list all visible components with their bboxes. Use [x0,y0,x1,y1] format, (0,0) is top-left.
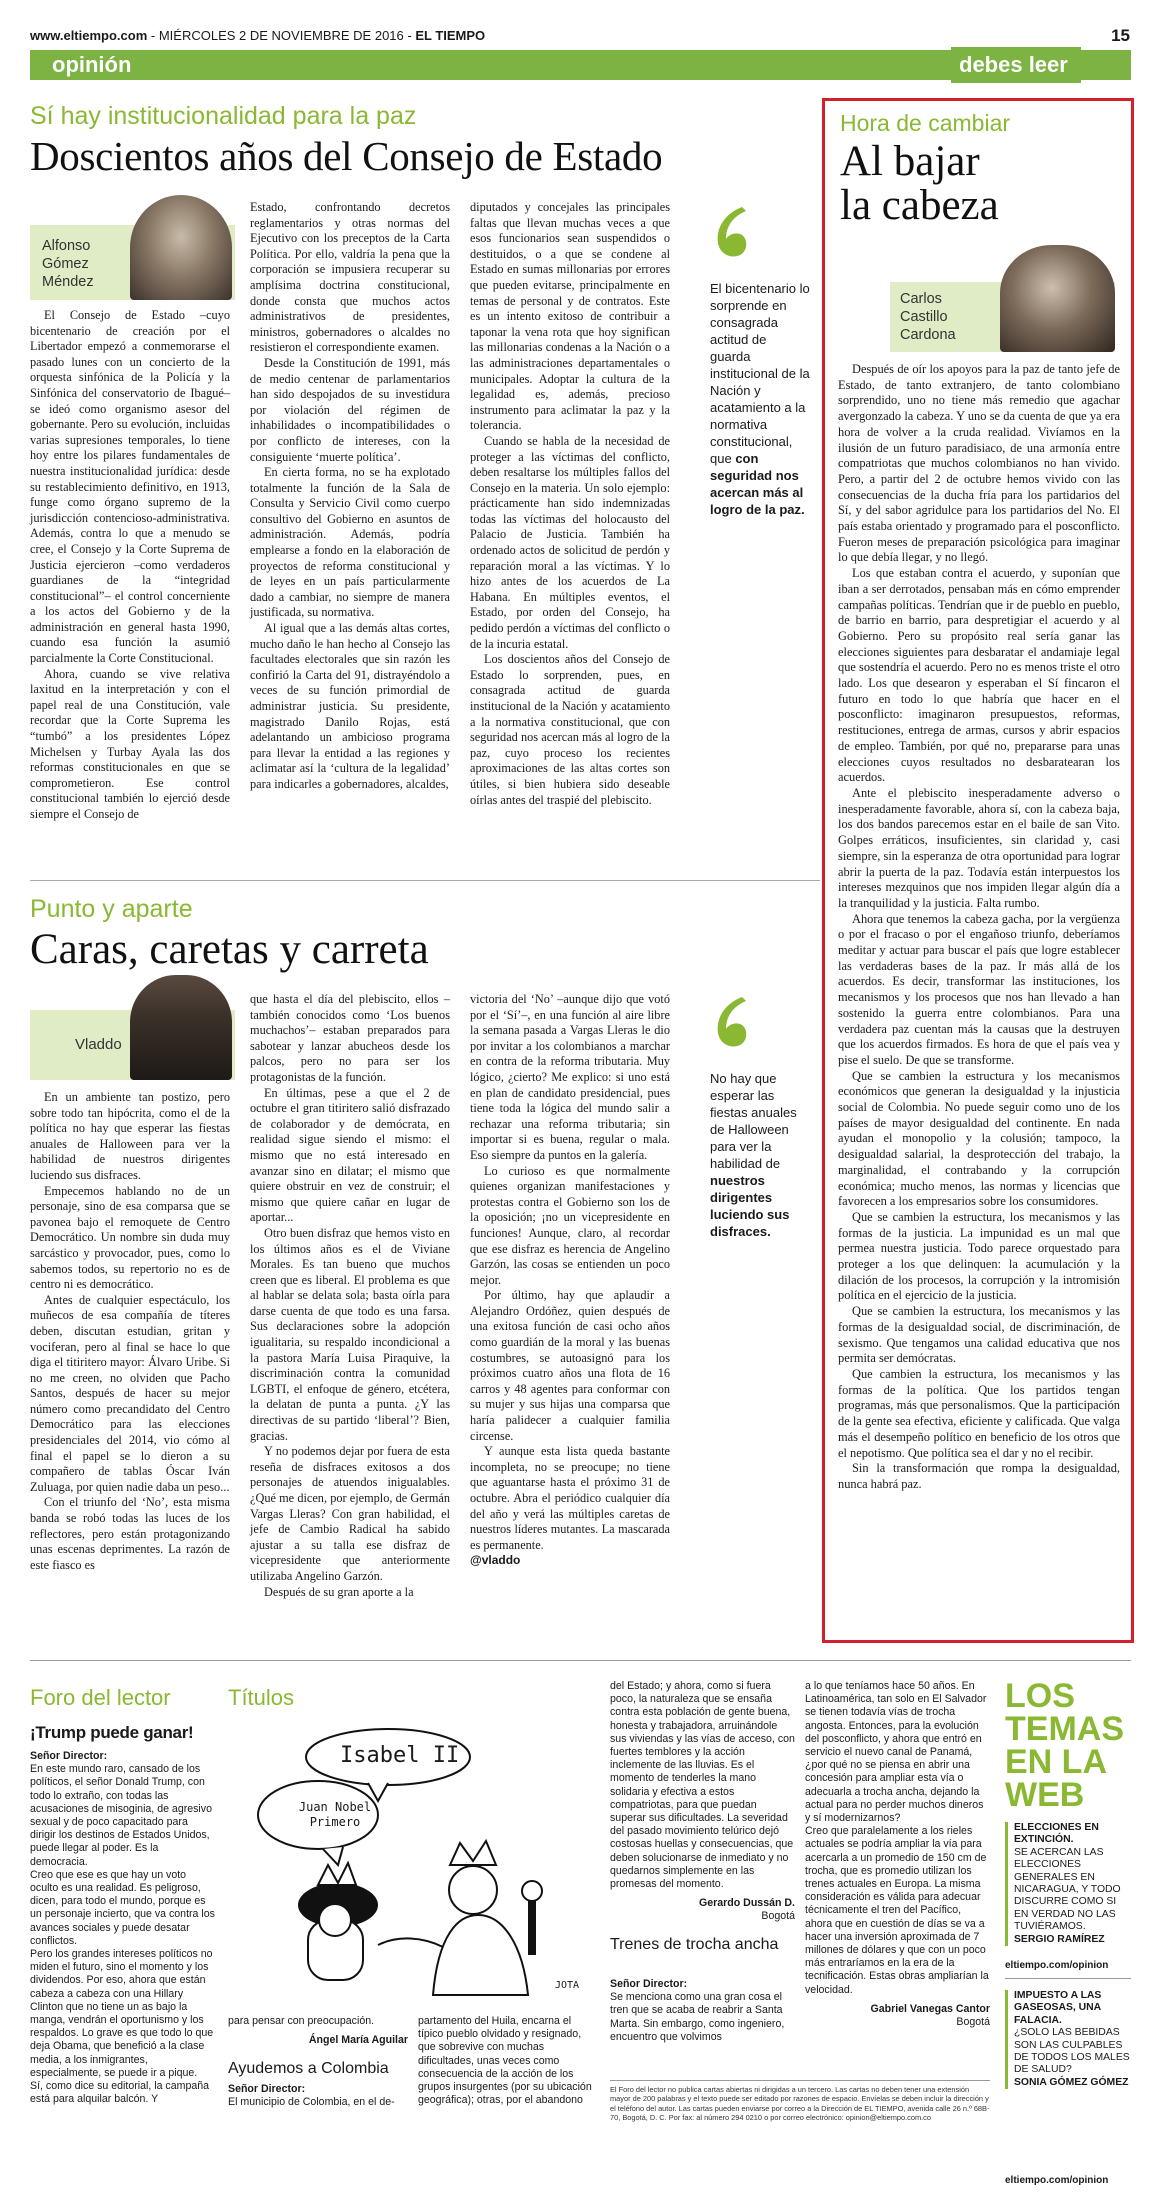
article3-author-photo [1000,245,1115,352]
article1-col2: Estado, confrontando decretos reglamentarios y otras normas del Ejecutivo con los preceptos de la Carta Política. Por ello, valdría la pena que la corporación se impusiera recuperar su amplísima doctrina constitucional, donde consta que muchos actos administrativos de presidentes, ministros, gobernadores o alcaldes no resistieron el correspondiente examen. Desde la Constitución de 1991, más de medio centenar de parlamentarios han sido despojados de su investidura por violación del régimen de inhabilidades o incompatibilidades o por conflicto de intereses, con la consiguiente ‘muerte política’. En cierta forma, no se ha explotado totalmente la función de la Sala de Consulta y Servicio Civil como cuerpo consultivo del Gobierno en asuntos de administración. Además, podría emplearse a fondo en la elaboración de proyectos de reforma constitucional y de leyes en un país particularmente dado a cambiar, no siempre de manera justificada, su normativa. Al igual que a las demás altas cortes, mucho daño le han hecho al Consejo las facultades electorales que sin razón les confirió la Carta del 91, distrayéndolo a veces de su función primordial de administrar justicia. Su presidente, magistrado Danilo Rojas, está adelantando un ambicioso programa para llevar la entidad a las regiones y aclimatar así la ‘cultura de la legalidad’ para indicarles a gobernadores, alcaldes, [250,200,450,791]
article2-author-photo [130,975,232,1080]
article2-signature[interactable]: @vladdo [470,1553,521,1568]
titulos-title: Títulos [228,1685,295,1710]
article2-col1: En un ambiente tan postizo, pero sobre todo tan hipócrita, como el de la política no hay que esperar las fiestas anuales de Halloween para ver la habilidad de nuestros dirigentes luciendo sus disfraces. Empecemos hablando no de un personaje, sino de esa comparsa que se pavonea bajo el remoquete de Centro Democrático. Un nombre sin duda muy sarcástico y provocador, pues, como lo sabemos todos, su repertorio no es de centro ni es democrático. Antes de cualquier espectáculo, los muñecos de esa compañía de títeres deben, discutan estudian, gritan y vociferan, pero al final se hace lo que diga el titiritero mayor: Álvaro Uribe. Si no me creen, no olviden que Pacho Santos, después de hacer su mejor número como precandidato del Centro Democrático para las elecciones presidenciales del 2014, vio cómo al final el papel se lo dieron a su compañero de tablas Óscar Iván Zuluaga, por quien nadie daba un peso... Con el triunfo del ‘No’, esta misma banda se robó todas las luces de los reflectores, pero están protagonizando unas escenas deprimentes. La razón de este fiasco es [30,1090,230,1572]
web-link-1[interactable]: eltiempo.com/opinion [1005,1960,1109,1971]
article3-kicker: Hora de cambiar [840,110,1011,136]
debes-leer-label: debes leer [959,52,1068,77]
divider-line [30,880,820,881]
article2-author-name: Vladdo [75,1036,122,1053]
letter2-ending: del Estado; y ahora, como si fuera poco, la naturaleza que se ensaña contra esta población de gente buena, honesta y trabajadora, arruinándole sus viviendas y las vías de acceso, con fuertes temblores y la acción inclemente de las lluvias. Es el momento de tenderles la mano solidaria y efectiva a estos compatriotas, para que puedan superar sus dificultades. La severidad del pasado movimiento telúrico dejó costosas huellas y consecuencias, que deben solucionarse de inmediato y no quedarnos simplemente en las promesas del momento. Gerardo Dussán D. Bogotá [610,1680,795,1923]
foro-disclaimer: El Foro del lector no publica cartas abiertas ni dirigidas a un tercero. Las cartas no deben tener una extensión mayor de 200 palabras y el texto puede ser editado por razones de espacio. Envíelas se deben incluir la dirección y el teléfono del autor. Las cartas pueden enviarse por correo a la Dirección de EL TIEMPO, avenida calle 26 n.º 68B-70, Bogotá, D. C. Por fax: al número 294 0210 o por correo electrónico: opinion@eltiempo.com.co [610,2085,990,2123]
letter3-title: Trenes de trocha ancha [610,1936,779,1953]
article3-author-name: Carlos Castillo Cardona [900,291,956,343]
article2-col2: que hasta el día del plebiscito, ellos –también conocidos como ‘Los buenos muchachos’– estaban preparados para sabotear y lanzar abucheos desde los palcos, pero no para ser los protagonistas de la función. En últimas, pese a que el 2 de octubre el gran titiritero salió disfrazado de colaborador y de demócrata, en realidad sigue siendo el mismo: el mismo que no está interesado en avanzar sino en dilatar; el mismo que quiere obstruir en vez de construir; el mismo que quiere cañar en lugar de aportar... Otro buen disfraz que hemos visto en los últimos años es el de Viviane Morales. Es tan bueno que muchos creen que es liberal. El problema es que al hablar se delata sola; basta oírla para darse cuenta de que todo es una farsa. Sus declaraciones sobre la adopción igualitaria, su respaldo incondicional a la pastora María Luisa Piraquive, la discriminación contra la comunidad LGBTI, el enfoque de género, etcétera, la delatan de punta a punta. ¿Y las directivas de su partido ‘liberal’? Bien, gracias. Y no podemos dejar por fuera de esta reseña de disfraces exitosos a dos personajes de atuendos inigualables. ¿Qué me dicen, por ejemplo, de Germán Vargas Lleras? Con gran habilidad, el jefe de Cambio Radical ha sabido ajustar a su talla ese disfraz de vicepresidente que anteriormente utilizaba Angelino Garzón. Después de su gran aporte a la [250,992,450,1599]
article2-kicker: Punto y aparte [30,895,193,923]
quote-mark-icon [712,205,752,261]
paper-name: EL TIEMPO [415,28,486,43]
article3-body: Después de oír los apoyos para la paz de tanto jefe de Estado, de tanto extranjero, de tanto colombiano sorprendido, uno no tiene más remedio que agachar avergonzado la cabeza. Y uno se da cuenta de que ya era hora de volver a la cruda realidad. Vivíamos en la ilusión de un futuro paradisiaco, de una armonía entre compatriotas que muchos colombianos no han vivido. Pero, a partir del 2 de octubre hemos vivido con las consecuencias de la ducha fría para los partidarios del Sí, y del sabor agridulce para los partidarios del No. El país estaba orientado y programado para el posconflicto. Fueron meses de preparación psicológica para imaginar lo que debía llegar, y no llegó. Los que estaban contra el acuerdo, y suponían que iban a ser derrotados, pensaban más en cómo emprender campañas políticas. Tendrían que ir de pueblo en pueblo, de barrio en barrio, para despretigiar el acuerdo y al Gobierno. Pero su propósito real sería ganar las elecciones siguientes para desbaratar el andamiaje legal que sostendría el acuerdo. Pero no es menos triste el otro lado. Los que desearon y esperaban el Sí fincaron el futuro en todo lo que habría que hacer en el posconflicto: imaginaron presupuestos, reformas, restituciones, entrega de armas, cursos y abrir espacios de empleo. También, por qué no, prepararse para unas elecciones cuyos resultados no desbaratearan los acuerdos. Ante el plebiscito inesperadamente adverso o inesperadamente favorable, ahora sí, con la cabeza baja, los dos bandos parecemos estar en el baile de san Vito. Golpes erráticos, insuficientes, sin claridad y, casi siempre, sin la esperanza de otra oportunidad para lograr abrir la puerta de la paz. Todavía están interpuestos los intereses mezquinos que nos impiden llegar algún día a la tranquilidad y la justicia. Falta rumbo. Ahora que tenemos la cabeza gacha, por la vergüenza o por el fracaso o por el engañoso triunfo, deberíamos meditar y actuar para buscar el país que logre establecer las verdaderas bases de la paz. Ir más allá de los acuerdos. Es decir, transformar las instituciones, los mecanismos y los procesos que nos han llevado a han sostenido la guerra entre colombianos. Para una verdadera paz cuentan más la causas que la destruyen que los acuerdos firmados. Es hora de que el país vea y pise el suelo. De que se transforme. Que se cambien la estructura y los mecanismos económicos que generan la desigualdad y la injusticia social de Colombia. No puede seguir como uno de los países de mayor desigualdad del continente. En nada ayudan el monopolio y la colusión; tampoco, la desigualdad salarial, la desprotección del trabajo, la marginalidad, el contrabando y la corrupción económica; mucho menos, las normas y licencias que favorecen a los empresarios sobre los consumidores. Que se cambien la estructura, los mecanismos y las formas de la justicia. La impunidad es un mal que permea nuestra justicia. Todo parece orquestado para proteger a los que delinquen: la acumulación y la dilación de los procesos, la corrupción y la intromisión política en el ejercicio de la justicia. Que se cambien la estructura, los mecanismos y las formas de la desigualdad social, de discriminación, de sexismo. Que tengamos una calidad educativa que nos permita ser demócratas. Que cambien la estructura, los mecanismos y las formas de la política. Que los partidos tengan programas, más que personalismos. Que la participación de la gente sea efectiva, eficiente y calificada. Que valga más el desempeño político en beneficio de los otros que el nepotismo. Que política sea el dar y no el recibir. Sin la transformación que rompa la desigualdad, nunca habrá paz. [838,362,1120,1491]
issue-date: MIÉRCOLES 2 DE NOVIEMBRE DE 2016 [158,28,404,43]
article1-author-name: Alfonso Gómez Méndez [42,238,94,290]
site-url[interactable]: www.eltiempo.com [30,28,148,43]
article1-col1: El Consejo de Estado –cuyo bicentenario de creación por el Libertador empezó a conmemorarse el pasado lunes con un concierto de la orquesta sinfónica de la Policía y la Sinfónica del conservatorio de Ibagué– se ideó como organismo asesor del gobernante. Pero su evolución, incluidas varias supresiones temporales, lo tiene hoy entre los pilares fundamentales de nuestra institucionalidad jurídica: desde su restablecimiento definitivo, en 1913, funge como órgano supremo de la jurisdicción contencioso-administrativa. Además, contra lo que a menudo se cree, el Consejo y la Corte Suprema de Justicia ejercieron –como verdaderos guardianes de la “integridad constitucional”– el control concerniente a los actos del Gobierno y de la administración en general hasta 1990, cuando esa función la asumió parcialmente la Corte Constitucional. Ahora, cuando se vive relativa laxitud en la interpretación y con el papel real de una Constitución, vale recordar que la Corte Suprema les “tumbó” a los presidentes López Michelsen y Turbay Ayala las dos reformas constitucionales en que se comprometieron. Ese control constitucional también lo ejerció desde siempre el Consejo de [30,308,230,821]
article2-headline: Caras, caretas y carreta [30,926,429,973]
section-label: opinión [52,52,132,77]
article1-pullquote: El bicentenario lo sorprende en consagrada actitud de guarda institucional de la Nación y acatamiento a la normativa constitucional, que con seguridad nos acercan más al logro de la paz. [710,281,810,517]
page-header: www.eltiempo.com - MIÉRCOLES 2 DE NOVIEMBRE DE 2016 - EL TIEMPO 15 [30,26,1130,45]
foro-title: Foro del lector [30,1685,171,1710]
section-bar [30,50,1131,80]
letter1-title: ¡Trump puede ganar! [30,1723,194,1742]
cartoon-signature: JOTA [555,1980,580,1991]
article1-headline: Doscientos años del Consejo de Estado [30,133,663,179]
quote-mark-icon [712,995,752,1051]
article1-col3: diputados y concejales las principales faltas que llevan muchas veces a que esos funcionarios sean suspendidos o destituidos, o a que se condene al Estado en sumas millonarias por errores que pueden evitarse, principalmente en temas de personal y de contratos. Este es un intento exitoso de contribuir a taponar la vena rota que hoy significan las millonarias condenas a la Nación o a las administraciones departamentales o municipales. Adoptar la cultura de la legalidad es, además, precioso instrumento para aclimatar la paz y la tolerancia. Cuando se habla de la necesidad de proteger a las víctimas del conflicto, deben resaltarse los múltiples fallos del Consejo en la materia. Un solo ejemplo: prácticamente han sido indemnizadas todas las víctimas del holocausto del Palacio de Justicia. También ha ordenado actos de solicitud de perdón y reparación moral a las víctimas. Y lo hizo antes de los acuerdos de La Habana. En múltiples eventos, el Estado, por orden del Consejo, ha pedido perdón a víctimas del conflicto o de la incuria estatal. Los doscientos años del Consejo de Estado lo sorprenden, pues, en consagrada actitud de guarda institucional de la Nación y acatamiento a la normativa constitucional, que con seguridad nos acercan más al logro de la paz, cuyo proceso los recientes aproximaciones de las altas cortes son útiles, si bien hubiera sido deseable oírlas antes del traspié del plebiscito. [470,200,670,807]
titulos-col-a: para pensar con preocupación. Ángel María Aguilar [228,2015,408,2047]
page-number: 15 [1111,26,1130,45]
web-item-2[interactable]: IMPUESTO A LAS GASEOSAS, UNA FALACIA. ¿SOLO LAS BEBIDAS SON LAS CULPABLES DE TODOS LOS MALES DE SALUD? SONIA GÓMEZ GÓMEZ [1005,1990,1131,2089]
letter3: Señor Director: Se menciona como una gran cosa el tren que se acaba de reabrir a Santa Marta. Sin embargo, como ingeniero, encuentro que volvimos [610,1978,785,2043]
article3-headline: Al bajar la cabeza [840,138,999,229]
letter2-title: Ayudemos a Colombia [228,2060,389,2077]
cartoon-bubble-2: Juan Nobel Primero [298,1800,372,1829]
letter2: Señor Director: El municipio de Colombia, en el de- [228,2083,395,2109]
debes-leer-tab [951,47,1081,83]
web-item-1[interactable]: ELECCIONES EN EXTINCIÓN. SE ACERCAN LAS ELECCIONES GENERALES EN NICARAGUA, Y TODO DISCURRE COMO SI EN VERDAD NO LAS TUVIÉRAMOS. SERGIO RAMÍREZ [1005,1822,1131,1946]
article2-col3: victoria del ‘No’ –aunque dijo que votó por el ‘Sí’–, en una función al aire libre la semana pasada a Vargas Lleras le dio por invitar a los colombianos a marchar en contra de la reforma tributaria. Muy lógico, ¿cierto? Me explico: si uno está en plan de candidato presidencial, pues tiene toda la lógica del mundo salir a rechazar una reforma tributaria; sin importar si es buena, regular o mala. Eso siempre da puntos en la galería. Lo curioso es que normalmente quienes organizan manifestaciones y protestas contra el Gobierno son los de la oposición; ¡no un vicepresidente en funciones! Aunque, claro, al recordar que ese disfraz es herencia de Angelino Garzón, las cosas se entienden un poco mejor. Por último, hay que aplaudir a Alejandro Ordóñez, quien después de una exitosa función de casi ocho años como guardián de la moral y las buenas costumbres, se autoasignó para los próximos cuatro años una flota de 16 carros y 48 agentes para conformar con su mujer y sus hijas una comparsa que haría palidecer a cualquier familia circense. Y aunque esta lista queda bastante incompleta, no se preocupe; no tiene que aguantarse hasta el próximo 31 de octubre. Abra el periódico cualquier día del año y verá las múltiples caretas de nuestros líderes mutantes. La mascarada es permanente. @vladdo [470,992,670,1568]
cartoon-bubble-1: Isabel II [340,1743,460,1768]
disclaimer-rule [610,2080,990,2081]
letter2-continued: partamento del Huila, encarna el típico pueblo olvidado y resignado, que sobrevive con muchas dificultades, unas veces como consecuencia de la acción de los grupos insurgentes (por su ubicación geográfica); otras, por el abandono [418,2015,592,2107]
web-link-2[interactable]: eltiempo.com/opinion [1005,2175,1109,2186]
letter3-continued: a lo que teníamos hace 50 años. En Latinoamérica, tan solo en El Salvador se tienen todavía vías de trocha angosta. Entonces, para la evolución del posconflicto, y ahora que entró en servicio el nuevo canal de Panamá, ¿por qué no se piensa en abrir una concesión para ampliar esta vía o adecuarla a trocha ancha, dejando la actual para no perder muchos dineros y sí modernizarnos? Creo que paralelamente a los rieles actuales se podría ampliar la vía para acercarla a un promedio de 150 cm de trocha, que es promedio utilizan los trenes actuales en Europa. La misma consideración es válida para adecuar técnicamente el tren del Pacífico, ahora que en cuestión de días se va a hacer una inversión aproximada de 7 millones de dólares y que con un poco más entraríamos en la era de la tecnificación. Estas obras ampliarían la velocidad. Gabriel Vanegas Cantor Bogotá [805,1680,990,2029]
letter1: Señor Director: En este mundo raro, cansado de los políticos, el señor Donald Trump, con todo lo extraño, con todas las acusaciones de misoginia, de agresivo sexual y de poco capacitado para dirigir los destinos de Estados Unidos, puede llegar al poder. Es la democracia. Creo que ese es que hay un voto oculto es una realidad. Es peligroso, dicen, para todo el mundo, porque es un personaje incierto, que va contra los avances sociales y puede desatar conflictos. Pero los grandes intereses políticos no miden el futuro, sino el momento y los dividendos. Por eso, ahora que están cabeza a cabeza con una Hillary Clinton que no tiene un as bajo la manga, vendrán el oportunismo y los respaldos. Lo grave es que todo lo que deja Obama, que benefició a la clase media, a los inmigrantes, especialmente, se puede ir a pique. Sí, como dice su editorial, la campaña está para alquilar balcón. Y [30,1750,215,2106]
article2-pullquote: No hay que esperar las fiestas anuales de Halloween para ver la habilidad de nuestros dirigentes luciendo sus disfraces. [710,1071,797,1239]
article1-author-photo [130,195,232,300]
divider-line [1005,1978,1131,1979]
web-title: LOS TEMAS EN LA WEB [1005,1677,1124,1814]
divider-line [30,1660,1131,1661]
article1-kicker: Sí hay institucionalidad para la paz [30,102,417,130]
